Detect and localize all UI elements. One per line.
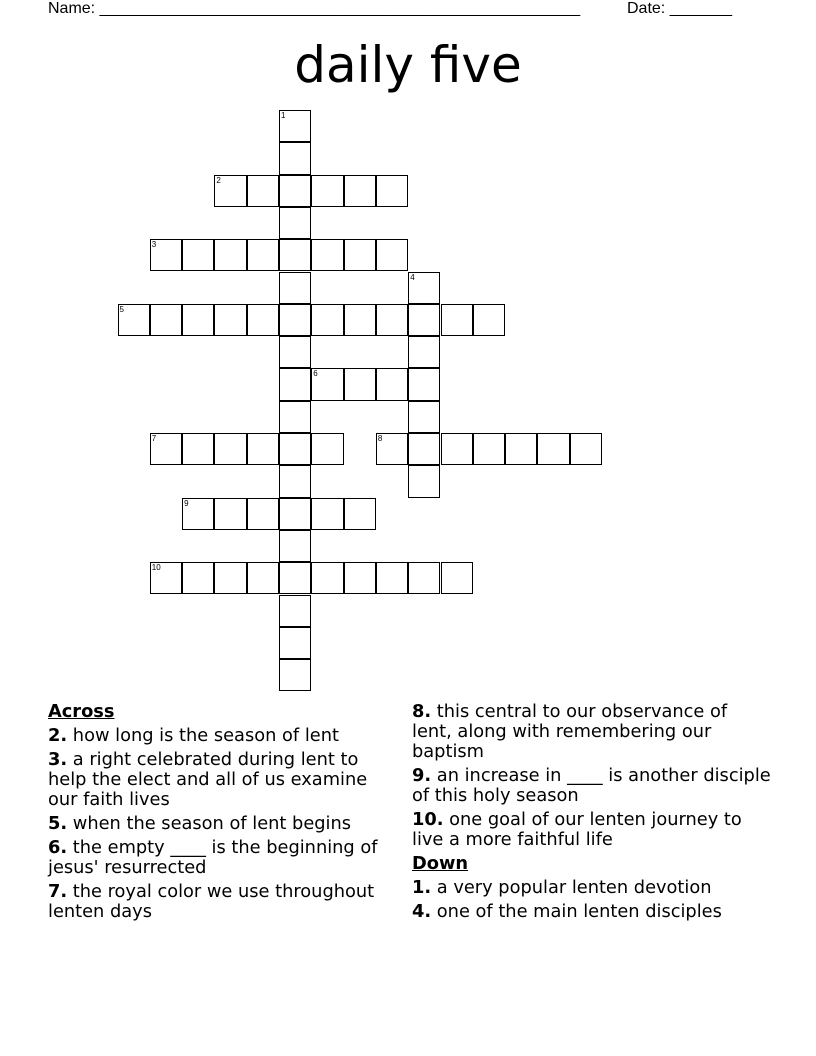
crossword-cell[interactable] (408, 465, 440, 497)
crossword-cell[interactable] (279, 595, 311, 627)
crossword-cell[interactable] (311, 498, 343, 530)
clue-text: this central to our observance of lent, along with remembering our baptism (412, 701, 728, 762)
clue-number-label: 10 (151, 563, 161, 573)
clue-number: 9. (412, 765, 432, 786)
clue-across-10 (412, 810, 772, 850)
crossword-cell[interactable] (441, 304, 473, 336)
crossword-cell[interactable] (247, 175, 279, 207)
clue-number-label: 1 (281, 111, 286, 120)
name-field-label[interactable]: Name: ______________________________________________________ (48, 0, 581, 17)
clue-number-label: 6 (313, 369, 318, 379)
date-field-label[interactable]: Date: _______ (627, 0, 732, 17)
clue-text: how long is the season of lent (72, 725, 339, 746)
crossword-cell[interactable] (279, 175, 311, 207)
crossword-cell[interactable] (473, 304, 505, 336)
clue-number-label: 8 (377, 434, 383, 443)
crossword-cell[interactable] (473, 433, 505, 465)
page-title: daily five (294, 36, 522, 94)
clue-across-2 (48, 726, 398, 746)
crossword-cell[interactable] (214, 175, 246, 207)
clue-number: 6. (48, 837, 68, 858)
crossword-cell[interactable] (214, 239, 246, 271)
crossword-cell[interactable] (279, 465, 311, 497)
crossword-cell[interactable] (311, 368, 343, 400)
clue-text: the empty ____ is the beginning of jesus' resurrected (48, 837, 378, 878)
crossword-cell[interactable] (247, 562, 279, 594)
crossword-cell[interactable] (279, 304, 311, 336)
clue-down-4 (412, 902, 772, 922)
crossword-cell[interactable] (182, 498, 214, 530)
clue-number: 3. (48, 749, 68, 770)
crossword-cell[interactable] (279, 207, 311, 239)
clue-text: one goal of our lenten journey to live a more faithful life (412, 809, 742, 850)
clue-number: 1. (412, 877, 432, 898)
across-heading: Across (48, 701, 115, 722)
crossword-cell[interactable] (441, 433, 473, 465)
clue-across-3 (48, 750, 398, 810)
down-heading: Down (412, 853, 469, 874)
crossword-cell[interactable] (408, 401, 440, 433)
crossword-cell[interactable] (408, 562, 440, 594)
crossword-cell[interactable] (311, 239, 343, 271)
crossword-cell[interactable] (247, 498, 279, 530)
crossword-cell[interactable] (279, 336, 311, 368)
crossword-cell[interactable] (214, 304, 246, 336)
crossword-cell[interactable] (408, 304, 440, 336)
crossword-cell[interactable] (344, 562, 376, 594)
crossword-cell[interactable] (182, 239, 214, 271)
crossword-cell[interactable] (279, 659, 311, 691)
crossword-cell[interactable] (408, 368, 440, 400)
clue-across-8 (412, 702, 772, 762)
clue-number-label: 2 (216, 175, 221, 185)
clue-text: one of the main lenten disciples (436, 901, 722, 922)
crossword-cell[interactable] (182, 304, 214, 336)
crossword-cell[interactable] (344, 239, 376, 271)
clue-number-label: 5 (119, 304, 124, 314)
crossword-cell[interactable] (311, 175, 343, 207)
crossword-cell[interactable] (214, 562, 246, 594)
crossword-cell[interactable] (247, 433, 279, 465)
crossword-cell[interactable] (150, 433, 182, 465)
crossword-cell[interactable] (376, 304, 408, 336)
clue-number: 5. (48, 813, 68, 834)
clues-column-left (48, 702, 398, 926)
crossword-cell[interactable] (279, 433, 311, 465)
crossword-cell[interactable] (344, 498, 376, 530)
crossword-cell[interactable] (279, 562, 311, 594)
crossword-cell[interactable] (408, 336, 440, 368)
crossword-cell[interactable] (214, 498, 246, 530)
clue-across-7 (48, 882, 398, 922)
crossword-cell[interactable] (311, 562, 343, 594)
crossword-cell[interactable] (182, 433, 214, 465)
crossword-cell[interactable] (214, 433, 246, 465)
crossword-cell[interactable] (376, 368, 408, 400)
clue-text: an increase in ____ is another disciple of this holy season (412, 765, 771, 806)
clue-across-5 (48, 814, 398, 834)
crossword-cell[interactable] (150, 304, 182, 336)
crossword-cell[interactable] (247, 239, 279, 271)
crossword-cell[interactable] (505, 433, 537, 465)
crossword-cell[interactable] (279, 110, 311, 142)
clue-across-6 (48, 838, 398, 878)
crossword-cell[interactable] (279, 530, 311, 562)
crossword-cell[interactable] (376, 562, 408, 594)
crossword-cell[interactable] (279, 239, 311, 271)
crossword-cell[interactable] (311, 433, 343, 465)
crossword-cell[interactable] (537, 433, 569, 465)
crossword-cell[interactable] (279, 142, 311, 174)
crossword-cell[interactable] (247, 304, 279, 336)
crossword-cell[interactable] (376, 175, 408, 207)
clue-number-label: 9 (184, 498, 189, 508)
crossword-cell[interactable] (279, 368, 311, 400)
clue-number: 2. (48, 725, 68, 746)
crossword-cell[interactable] (376, 433, 408, 465)
clue-text: a right celebrated during lent to help the elect and all of us examine our faith lives (48, 749, 368, 810)
clue-down-1 (412, 878, 772, 898)
clue-number: 4. (412, 901, 432, 922)
crossword-cell[interactable] (279, 272, 311, 304)
crossword-cell[interactable] (408, 272, 440, 304)
clue-number-label: 3 (151, 240, 157, 250)
crossword-cell[interactable] (182, 562, 214, 594)
clue-number: 10. (412, 809, 444, 830)
crossword-cell[interactable] (311, 304, 343, 336)
crossword-cell[interactable] (408, 433, 440, 465)
clue-number-label: 7 (151, 434, 157, 443)
crossword-cell[interactable] (344, 304, 376, 336)
crossword-cell[interactable] (376, 239, 408, 271)
crossword-cell[interactable] (570, 433, 602, 465)
clue-number: 8. (412, 701, 432, 722)
crossword-cell[interactable] (344, 175, 376, 207)
crossword-cell[interactable] (279, 401, 311, 433)
crossword-cell[interactable] (279, 627, 311, 659)
clue-number: 7. (48, 881, 68, 902)
crossword-cell[interactable] (279, 498, 311, 530)
crossword-cell[interactable] (441, 562, 473, 594)
clues-column-right (412, 702, 772, 926)
clue-text: the royal color we use throughout lenten days (48, 881, 375, 922)
crossword-cell[interactable] (150, 239, 182, 271)
clue-across-9 (412, 766, 772, 806)
clue-text: when the season of lent begins (72, 813, 352, 834)
crossword-cell[interactable] (150, 562, 182, 594)
clue-text: a very popular lenten devotion (436, 877, 712, 898)
crossword-cell[interactable] (344, 368, 376, 400)
clue-number-label: 4 (410, 272, 415, 282)
crossword-cell[interactable] (118, 304, 150, 336)
